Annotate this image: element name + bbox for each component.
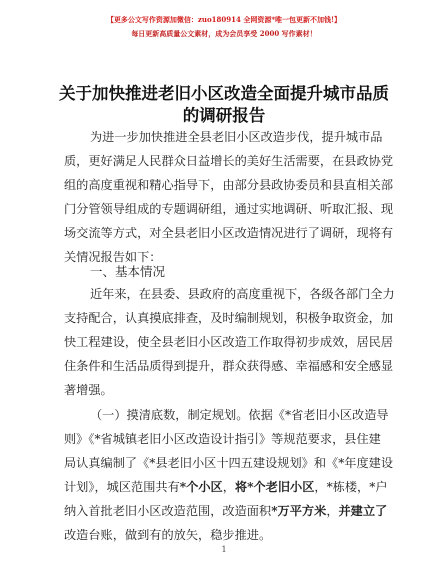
intro-line: 关情况报告如下： (64, 250, 162, 264)
intro-line: 为进一步加快推进全县老旧小区改造步伐，提升城市品 (90, 130, 383, 144)
sub-line (64, 479, 388, 495)
sub-text: ， (222, 480, 235, 494)
promo-banner-line-2: 每日更新高质量公文素材，成为会员享受 2000 写作素材！ (131, 29, 317, 38)
bold-text: *万平方米 (271, 504, 327, 518)
sub-text: 纳入首批老旧小区改造范围，改造面积 (64, 504, 272, 518)
intro-line: 质，更好满足人民群众日益增长的美好生活需要，在县政协党 (64, 154, 394, 168)
intro-line: 场交流等方式，对全县老旧小区改造情况进行了调研，现将有 (64, 226, 394, 240)
sub-line: 局认真编制了《*县老旧小区十四五建设规划》和《*年度建设 (64, 456, 394, 470)
sub-text: 计划》，城区范围共有 (64, 480, 180, 494)
intro-line: 门分管领导组成的专题调研组，通过实地调研、听取汇报、现 (64, 202, 394, 216)
basic-line: 住条件和生活品质得到提升，群众获得感、幸福感和安全感显 (64, 359, 394, 373)
promo-banner-line-1: 【更多公文写作资源加微信：zuo180914 全网资源*唯一包更新不加钱!】 (106, 15, 342, 24)
sub-text: ， (326, 504, 339, 518)
sub-text: ，*栋楼，*户 (314, 480, 388, 494)
sub-line: 改造台账，做到有的放矢，稳步推进。 (64, 528, 272, 542)
document-title-line-1: 关于加快推进老旧小区改造全面提升城市品质 (59, 84, 389, 103)
sub-line (64, 503, 387, 519)
bold-text: *个小区 (179, 480, 223, 494)
basic-line: 近年来，在县委、县政府的高度重视下，各级各部门全力 (90, 287, 395, 301)
bold-text: 将*个老旧小区 (234, 480, 315, 494)
bold-text: 并建立了 (338, 504, 388, 518)
basic-line: 支持配合，认真摸底排查，及时编制规划，积极争取资金，加 (64, 311, 394, 325)
page-number: 1 (221, 545, 227, 554)
basic-line: 快工程建设，使全县老旧小区改造工作取得初步成效，居民居 (64, 335, 394, 349)
basic-line: 著增强。 (64, 383, 113, 397)
document-title-line-2: 的调研报告 (182, 106, 266, 125)
section-heading: 一、基本情况 (90, 264, 166, 279)
intro-line: 组的高度重视和精心指导下，由部分县政协委员和县直相关部 (64, 178, 394, 192)
sub-line: （一）摸清底数，制定规划。依据《*省老旧小区改造导 (90, 408, 389, 422)
sub-line: 则》《*省城镇老旧小区改造设计指引》等规范要求，县住建 (64, 432, 381, 446)
